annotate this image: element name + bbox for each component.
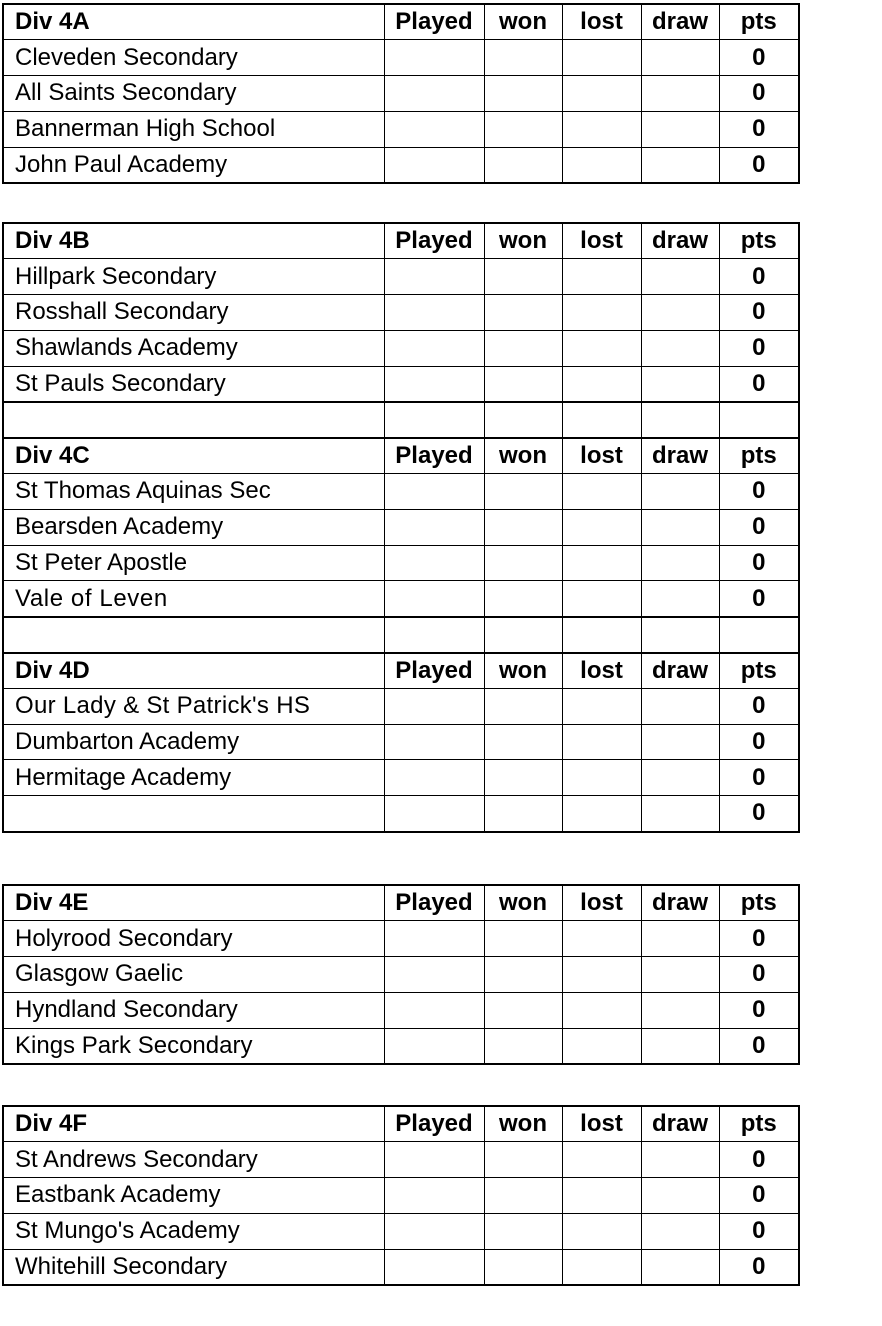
- table-row: [3, 147, 799, 183]
- lost-cell: [562, 295, 641, 331]
- won-cell: [484, 509, 562, 545]
- played-cell: [384, 921, 484, 957]
- col-won: won: [484, 438, 562, 474]
- col-draw: draw: [641, 1106, 719, 1142]
- lost-cell: [562, 474, 641, 510]
- won-cell: [484, 957, 562, 993]
- team-name: St Thomas Aquinas Sec: [3, 474, 384, 510]
- lost-cell: [562, 111, 641, 147]
- table-row: [3, 509, 799, 545]
- spacer-row: [3, 617, 799, 653]
- draw-cell: [641, 1028, 719, 1064]
- team-name: Hyndland Secondary: [3, 992, 384, 1028]
- pts-cell: 0: [719, 1249, 799, 1285]
- team-name: Whitehill Secondary: [3, 1249, 384, 1285]
- team-name: Hermitage Academy: [3, 760, 384, 796]
- col-lost: lost: [562, 4, 641, 40]
- played-cell: [384, 992, 484, 1028]
- played-cell: [384, 796, 484, 832]
- spacer-cell: [384, 402, 484, 438]
- table-row: [3, 259, 799, 295]
- division-name: Div 4A: [3, 4, 384, 40]
- lost-cell: [562, 992, 641, 1028]
- lost-cell: [562, 330, 641, 366]
- table-row: [3, 545, 799, 581]
- lost-cell: [562, 509, 641, 545]
- won-cell: [484, 992, 562, 1028]
- division-table-4e: [2, 884, 800, 1065]
- played-cell: [384, 366, 484, 402]
- header-row: [3, 4, 799, 40]
- pts-cell: 0: [719, 992, 799, 1028]
- won-cell: [484, 724, 562, 760]
- col-draw: draw: [641, 4, 719, 40]
- table-row: [3, 581, 799, 617]
- col-draw: draw: [641, 653, 719, 689]
- table-row: [3, 921, 799, 957]
- draw-cell: [641, 1178, 719, 1214]
- pts-cell: 0: [719, 921, 799, 957]
- spacer-cell: [641, 402, 719, 438]
- table-row: [3, 295, 799, 331]
- table-row: [3, 957, 799, 993]
- col-played: Played: [384, 653, 484, 689]
- table-row: [3, 330, 799, 366]
- team-name: Hillpark Secondary: [3, 259, 384, 295]
- played-cell: [384, 1213, 484, 1249]
- won-cell: [484, 545, 562, 581]
- col-pts: pts: [719, 223, 799, 259]
- pts-cell: 0: [719, 259, 799, 295]
- header-row: [3, 653, 799, 689]
- won-cell: [484, 40, 562, 76]
- won-cell: [484, 796, 562, 832]
- pts-cell: 0: [719, 688, 799, 724]
- col-won: won: [484, 885, 562, 921]
- table-row: [3, 760, 799, 796]
- col-lost: lost: [562, 885, 641, 921]
- team-name: Cleveden Secondary: [3, 40, 384, 76]
- table-row: [3, 366, 799, 402]
- spacer-row: [3, 402, 799, 438]
- draw-cell: [641, 921, 719, 957]
- won-cell: [484, 1142, 562, 1178]
- col-pts: pts: [719, 1106, 799, 1142]
- pts-cell: 0: [719, 1213, 799, 1249]
- col-lost: lost: [562, 438, 641, 474]
- col-won: won: [484, 653, 562, 689]
- table-row: [3, 1178, 799, 1214]
- draw-cell: [641, 1213, 719, 1249]
- team-name: Rosshall Secondary: [3, 295, 384, 331]
- played-cell: [384, 688, 484, 724]
- draw-cell: [641, 957, 719, 993]
- division-name: Div 4B: [3, 223, 384, 259]
- draw-cell: [641, 1249, 719, 1285]
- lost-cell: [562, 40, 641, 76]
- played-cell: [384, 545, 484, 581]
- spacer-cell: [562, 617, 641, 653]
- team-name: Bearsden Academy: [3, 509, 384, 545]
- division-name: Div 4D: [3, 653, 384, 689]
- won-cell: [484, 1213, 562, 1249]
- lost-cell: [562, 76, 641, 112]
- pts-cell: 0: [719, 545, 799, 581]
- team-name: Bannerman High School: [3, 111, 384, 147]
- spacer-cell: [484, 402, 562, 438]
- draw-cell: [641, 509, 719, 545]
- team-name: All Saints Secondary: [3, 76, 384, 112]
- won-cell: [484, 921, 562, 957]
- team-name: Glasgow Gaelic: [3, 957, 384, 993]
- draw-cell: [641, 366, 719, 402]
- team-name: St Pauls Secondary: [3, 366, 384, 402]
- col-pts: pts: [719, 438, 799, 474]
- col-draw: draw: [641, 438, 719, 474]
- draw-cell: [641, 40, 719, 76]
- team-name: Eastbank Academy: [3, 1178, 384, 1214]
- pts-cell: 0: [719, 295, 799, 331]
- lost-cell: [562, 1213, 641, 1249]
- header-row: [3, 1106, 799, 1142]
- draw-cell: [641, 724, 719, 760]
- won-cell: [484, 1028, 562, 1064]
- col-played: Played: [384, 223, 484, 259]
- draw-cell: [641, 259, 719, 295]
- col-won: won: [484, 223, 562, 259]
- played-cell: [384, 295, 484, 331]
- col-played: Played: [384, 438, 484, 474]
- col-lost: lost: [562, 1106, 641, 1142]
- draw-cell: [641, 295, 719, 331]
- header-row: [3, 438, 799, 474]
- division-table-4a: [2, 3, 800, 184]
- table-row: [3, 76, 799, 112]
- won-cell: [484, 366, 562, 402]
- table-row: [3, 40, 799, 76]
- team-name: Shawlands Academy: [3, 330, 384, 366]
- pts-cell: 0: [719, 1028, 799, 1064]
- won-cell: [484, 1178, 562, 1214]
- lost-cell: [562, 796, 641, 832]
- table-row: [3, 1142, 799, 1178]
- table-row: [3, 1249, 799, 1285]
- pts-cell: 0: [719, 724, 799, 760]
- pts-cell: 0: [719, 76, 799, 112]
- division-table-4b-4d: [2, 222, 800, 833]
- col-pts: pts: [719, 4, 799, 40]
- lost-cell: [562, 147, 641, 183]
- pts-cell: 0: [719, 760, 799, 796]
- played-cell: [384, 581, 484, 617]
- lost-cell: [562, 957, 641, 993]
- team-name: St Mungo's Academy: [3, 1213, 384, 1249]
- played-cell: [384, 1178, 484, 1214]
- draw-cell: [641, 688, 719, 724]
- played-cell: [384, 259, 484, 295]
- won-cell: [484, 259, 562, 295]
- won-cell: [484, 330, 562, 366]
- pts-cell: 0: [719, 474, 799, 510]
- team-name: John Paul Academy: [3, 147, 384, 183]
- pts-cell: 0: [719, 581, 799, 617]
- team-name: [3, 796, 384, 832]
- team-name: Our Lady & St Patrick's HS: [3, 688, 384, 724]
- table-row: [3, 474, 799, 510]
- pts-cell: 0: [719, 147, 799, 183]
- spacer-cell: [484, 617, 562, 653]
- col-played: Played: [384, 1106, 484, 1142]
- won-cell: [484, 1249, 562, 1285]
- pts-cell: 0: [719, 1178, 799, 1214]
- lost-cell: [562, 545, 641, 581]
- pts-cell: 0: [719, 111, 799, 147]
- col-played: Played: [384, 4, 484, 40]
- draw-cell: [641, 796, 719, 832]
- lost-cell: [562, 366, 641, 402]
- spacer-cell: [384, 617, 484, 653]
- pts-cell: 0: [719, 366, 799, 402]
- spacer-cell: [641, 617, 719, 653]
- col-won: won: [484, 4, 562, 40]
- header-row: [3, 223, 799, 259]
- col-draw: draw: [641, 885, 719, 921]
- lost-cell: [562, 1028, 641, 1064]
- played-cell: [384, 957, 484, 993]
- draw-cell: [641, 581, 719, 617]
- played-cell: [384, 474, 484, 510]
- played-cell: [384, 147, 484, 183]
- spacer-cell: [719, 617, 799, 653]
- spacer-cell: [3, 617, 384, 653]
- division-name: Div 4F: [3, 1106, 384, 1142]
- division-table-4f: [2, 1105, 800, 1286]
- won-cell: [484, 111, 562, 147]
- played-cell: [384, 760, 484, 796]
- table-row: [3, 724, 799, 760]
- lost-cell: [562, 760, 641, 796]
- lost-cell: [562, 259, 641, 295]
- played-cell: [384, 724, 484, 760]
- won-cell: [484, 147, 562, 183]
- table-row: [3, 111, 799, 147]
- spacer-cell: [3, 402, 384, 438]
- col-pts: pts: [719, 885, 799, 921]
- lost-cell: [562, 1142, 641, 1178]
- pts-cell: 0: [719, 957, 799, 993]
- played-cell: [384, 40, 484, 76]
- lost-cell: [562, 1249, 641, 1285]
- table-row: [3, 688, 799, 724]
- pts-cell: 0: [719, 40, 799, 76]
- team-name: Dumbarton Academy: [3, 724, 384, 760]
- lost-cell: [562, 688, 641, 724]
- draw-cell: [641, 111, 719, 147]
- played-cell: [384, 330, 484, 366]
- played-cell: [384, 111, 484, 147]
- pts-cell: 0: [719, 330, 799, 366]
- draw-cell: [641, 474, 719, 510]
- played-cell: [384, 76, 484, 112]
- team-name: Holyrood Secondary: [3, 921, 384, 957]
- table-row: [3, 796, 799, 832]
- won-cell: [484, 76, 562, 112]
- draw-cell: [641, 1142, 719, 1178]
- pts-cell: 0: [719, 796, 799, 832]
- played-cell: [384, 1249, 484, 1285]
- table-row: [3, 992, 799, 1028]
- won-cell: [484, 760, 562, 796]
- lost-cell: [562, 1178, 641, 1214]
- draw-cell: [641, 992, 719, 1028]
- col-draw: draw: [641, 223, 719, 259]
- pts-cell: 0: [719, 509, 799, 545]
- team-name: Vale of Leven: [3, 581, 384, 617]
- draw-cell: [641, 545, 719, 581]
- table-row: [3, 1028, 799, 1064]
- lost-cell: [562, 921, 641, 957]
- won-cell: [484, 688, 562, 724]
- table-row: [3, 1213, 799, 1249]
- col-pts: pts: [719, 653, 799, 689]
- played-cell: [384, 1028, 484, 1064]
- won-cell: [484, 474, 562, 510]
- division-name: Div 4C: [3, 438, 384, 474]
- draw-cell: [641, 76, 719, 112]
- division-name: Div 4E: [3, 885, 384, 921]
- played-cell: [384, 1142, 484, 1178]
- col-won: won: [484, 1106, 562, 1142]
- header-row: [3, 885, 799, 921]
- team-name: St Peter Apostle: [3, 545, 384, 581]
- lost-cell: [562, 724, 641, 760]
- col-played: Played: [384, 885, 484, 921]
- lost-cell: [562, 581, 641, 617]
- draw-cell: [641, 760, 719, 796]
- played-cell: [384, 509, 484, 545]
- team-name: St Andrews Secondary: [3, 1142, 384, 1178]
- team-name: Kings Park Secondary: [3, 1028, 384, 1064]
- col-lost: lost: [562, 223, 641, 259]
- spacer-cell: [562, 402, 641, 438]
- pts-cell: 0: [719, 1142, 799, 1178]
- spacer-cell: [719, 402, 799, 438]
- col-lost: lost: [562, 653, 641, 689]
- won-cell: [484, 295, 562, 331]
- draw-cell: [641, 147, 719, 183]
- draw-cell: [641, 330, 719, 366]
- won-cell: [484, 581, 562, 617]
